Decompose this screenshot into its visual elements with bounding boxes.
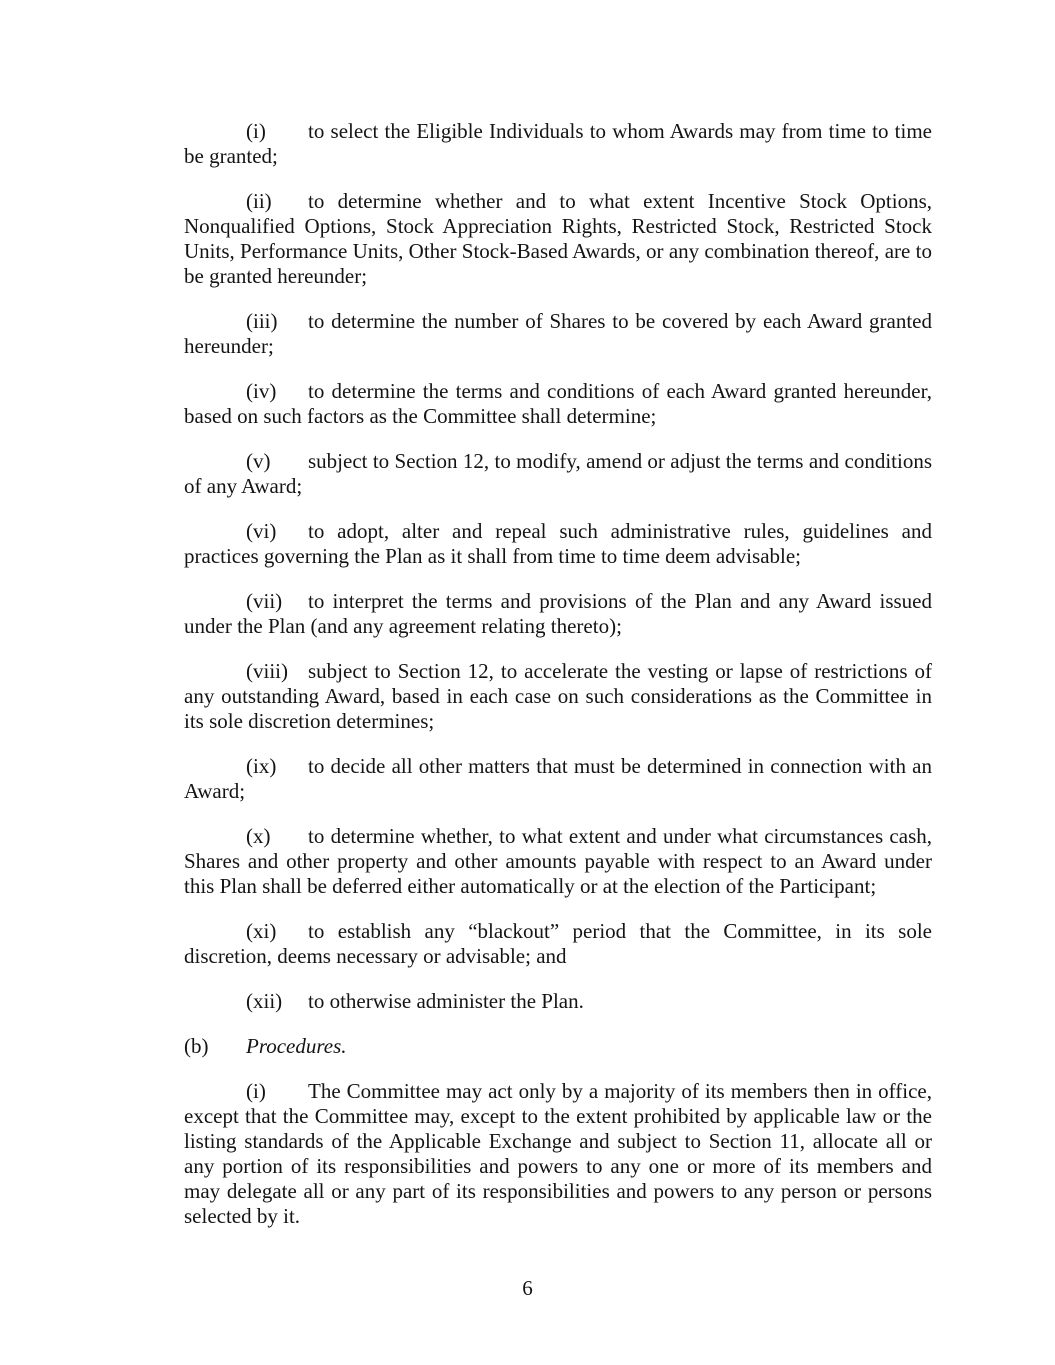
- clause-item-x: [184, 824, 932, 899]
- clause-item-ii: [184, 189, 932, 289]
- clause-item-iv: [184, 379, 932, 429]
- clause-text: to adopt, alter and repeal such administrative rules, guidelines and practices governing the Plan as it shall from time to time deem advisable;: [184, 519, 932, 568]
- subsection-number: (b): [184, 1034, 209, 1058]
- clause-text: to determine the terms and conditions of each Award granted hereunder, based on such factors as the Committee shall determine;: [184, 379, 932, 428]
- clause-text: to determine whether, to what extent and under what circumstances cash, Shares and other property and other amounts payable with respect to an Award under this Plan shall be deferred either automatically or at the election of the Participant;: [184, 824, 932, 898]
- clause-item-vi: [184, 519, 932, 569]
- clause-number: (xii): [246, 989, 283, 1013]
- clause-item-i: [184, 119, 932, 169]
- clause-text: to determine the number of Shares to be covered by each Award granted hereunder;: [184, 309, 932, 358]
- clause-number: (ix): [246, 754, 277, 778]
- clause-item-vii: [184, 589, 932, 639]
- clause-item-v: [184, 449, 932, 499]
- clause-item-viii: [184, 659, 932, 734]
- clause-number: (v): [246, 449, 271, 473]
- clause-text: subject to Section 12, to modify, amend or adjust the terms and conditions of any Award;: [184, 449, 932, 498]
- clause-text: to determine whether and to what extent Incentive Stock Options, Nonqualified Options, Stock Appreciation Rights, Restricted Stock, Restricted Stock Units, Performance Units, Other Stock-Based Awards, or any combination thereof, are to be granted hereunder;: [184, 189, 932, 288]
- subsection-heading-b: [184, 1034, 932, 1059]
- clause-item-xi: [184, 919, 932, 969]
- clause-text: subject to Section 12, to accelerate the vesting or lapse of restrictions of any outstanding Award, based in each case on such considerations as the Committee in its sole discretion determines;: [184, 659, 932, 733]
- clause-text: to otherwise administer the Plan.: [308, 989, 584, 1013]
- clause-number: (xi): [246, 919, 277, 943]
- clause-number: (vii): [246, 589, 283, 613]
- clause-text: to interpret the terms and provisions of the Plan and any Award issued under the Plan (and any agreement relating thereto);: [184, 589, 932, 638]
- clause-text: to select the Eligible Individuals to whom Awards may from time to time be granted;: [184, 119, 932, 168]
- clause-number: (i): [246, 119, 266, 143]
- procedures-clause-i: [184, 1079, 932, 1229]
- clause-number: (ii): [246, 189, 272, 213]
- clause-number: (iv): [246, 379, 277, 403]
- clause-item-xii: [184, 989, 932, 1014]
- clause-item-ix: [184, 754, 932, 804]
- clause-number: (i): [246, 1079, 266, 1103]
- subsection-title: Procedures.: [246, 1034, 347, 1058]
- clause-number: (iii): [246, 309, 278, 333]
- clause-number: (vi): [246, 519, 277, 543]
- clause-text: to establish any “blackout” period that the Committee, in its sole discretion, deems necessary or advisable; and: [184, 919, 932, 968]
- page-number: 6: [522, 1276, 533, 1300]
- clause-number: (x): [246, 824, 271, 848]
- clause-number: (viii): [246, 659, 288, 683]
- clause-text: to decide all other matters that must be determined in connection with an Award;: [184, 754, 932, 803]
- clause-text: The Committee may act only by a majority of its members then in office, except that the Committee may, except to the extent prohibited by applicable law or the listing standards of the Applicable Exchange and subject to Section 11, allocate all or any portion of its responsibilities and powers to any one or more of its members and may delegate all or any part of its responsibilities and powers to any person or persons selected by it.: [184, 1079, 932, 1228]
- clause-item-iii: [184, 309, 932, 359]
